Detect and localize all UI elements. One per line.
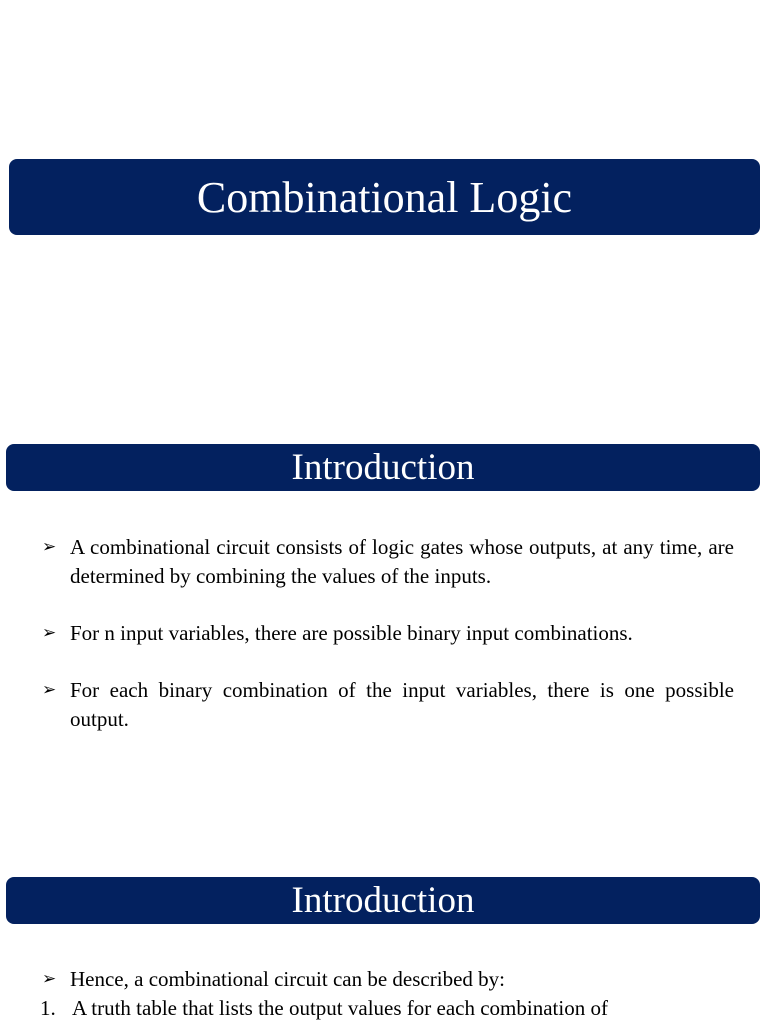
item-number: 1. xyxy=(40,996,56,1020)
introduction-banner xyxy=(6,877,760,924)
arrow-bullet-icon: ➢ xyxy=(42,680,57,700)
introduction-banner xyxy=(6,444,760,491)
section-heading: Introduction xyxy=(291,880,475,921)
list-item xyxy=(40,676,734,734)
slide-title: Combinational Logic xyxy=(196,172,573,222)
bullet-list xyxy=(40,533,734,762)
section-heading: Introduction xyxy=(291,447,475,488)
arrow-bullet-icon: ➢ xyxy=(42,623,57,643)
list-item xyxy=(40,533,734,591)
arrow-bullet-icon: ➢ xyxy=(42,969,57,989)
bullet-text: A combinational circuit consists of logic gates whose outputs, at any time, are determined by combining the values of the inputs. xyxy=(70,535,734,588)
arrow-bullet-icon: ➢ xyxy=(42,537,57,557)
bullet-text: For n input variables, there are possible binary input combinations. xyxy=(70,621,633,645)
list-item xyxy=(40,619,734,648)
bullet-list xyxy=(40,965,734,1023)
bullet-text: For each binary combination of the input variables, there is one possible output. xyxy=(70,678,734,731)
numbered-item xyxy=(40,994,734,1023)
numbered-item-text: A truth table that lists the output values for each combination of xyxy=(72,996,608,1020)
list-item xyxy=(40,965,734,994)
title-banner xyxy=(9,159,760,235)
bullet-text: Hence, a combinational circuit can be described by: xyxy=(70,967,505,991)
